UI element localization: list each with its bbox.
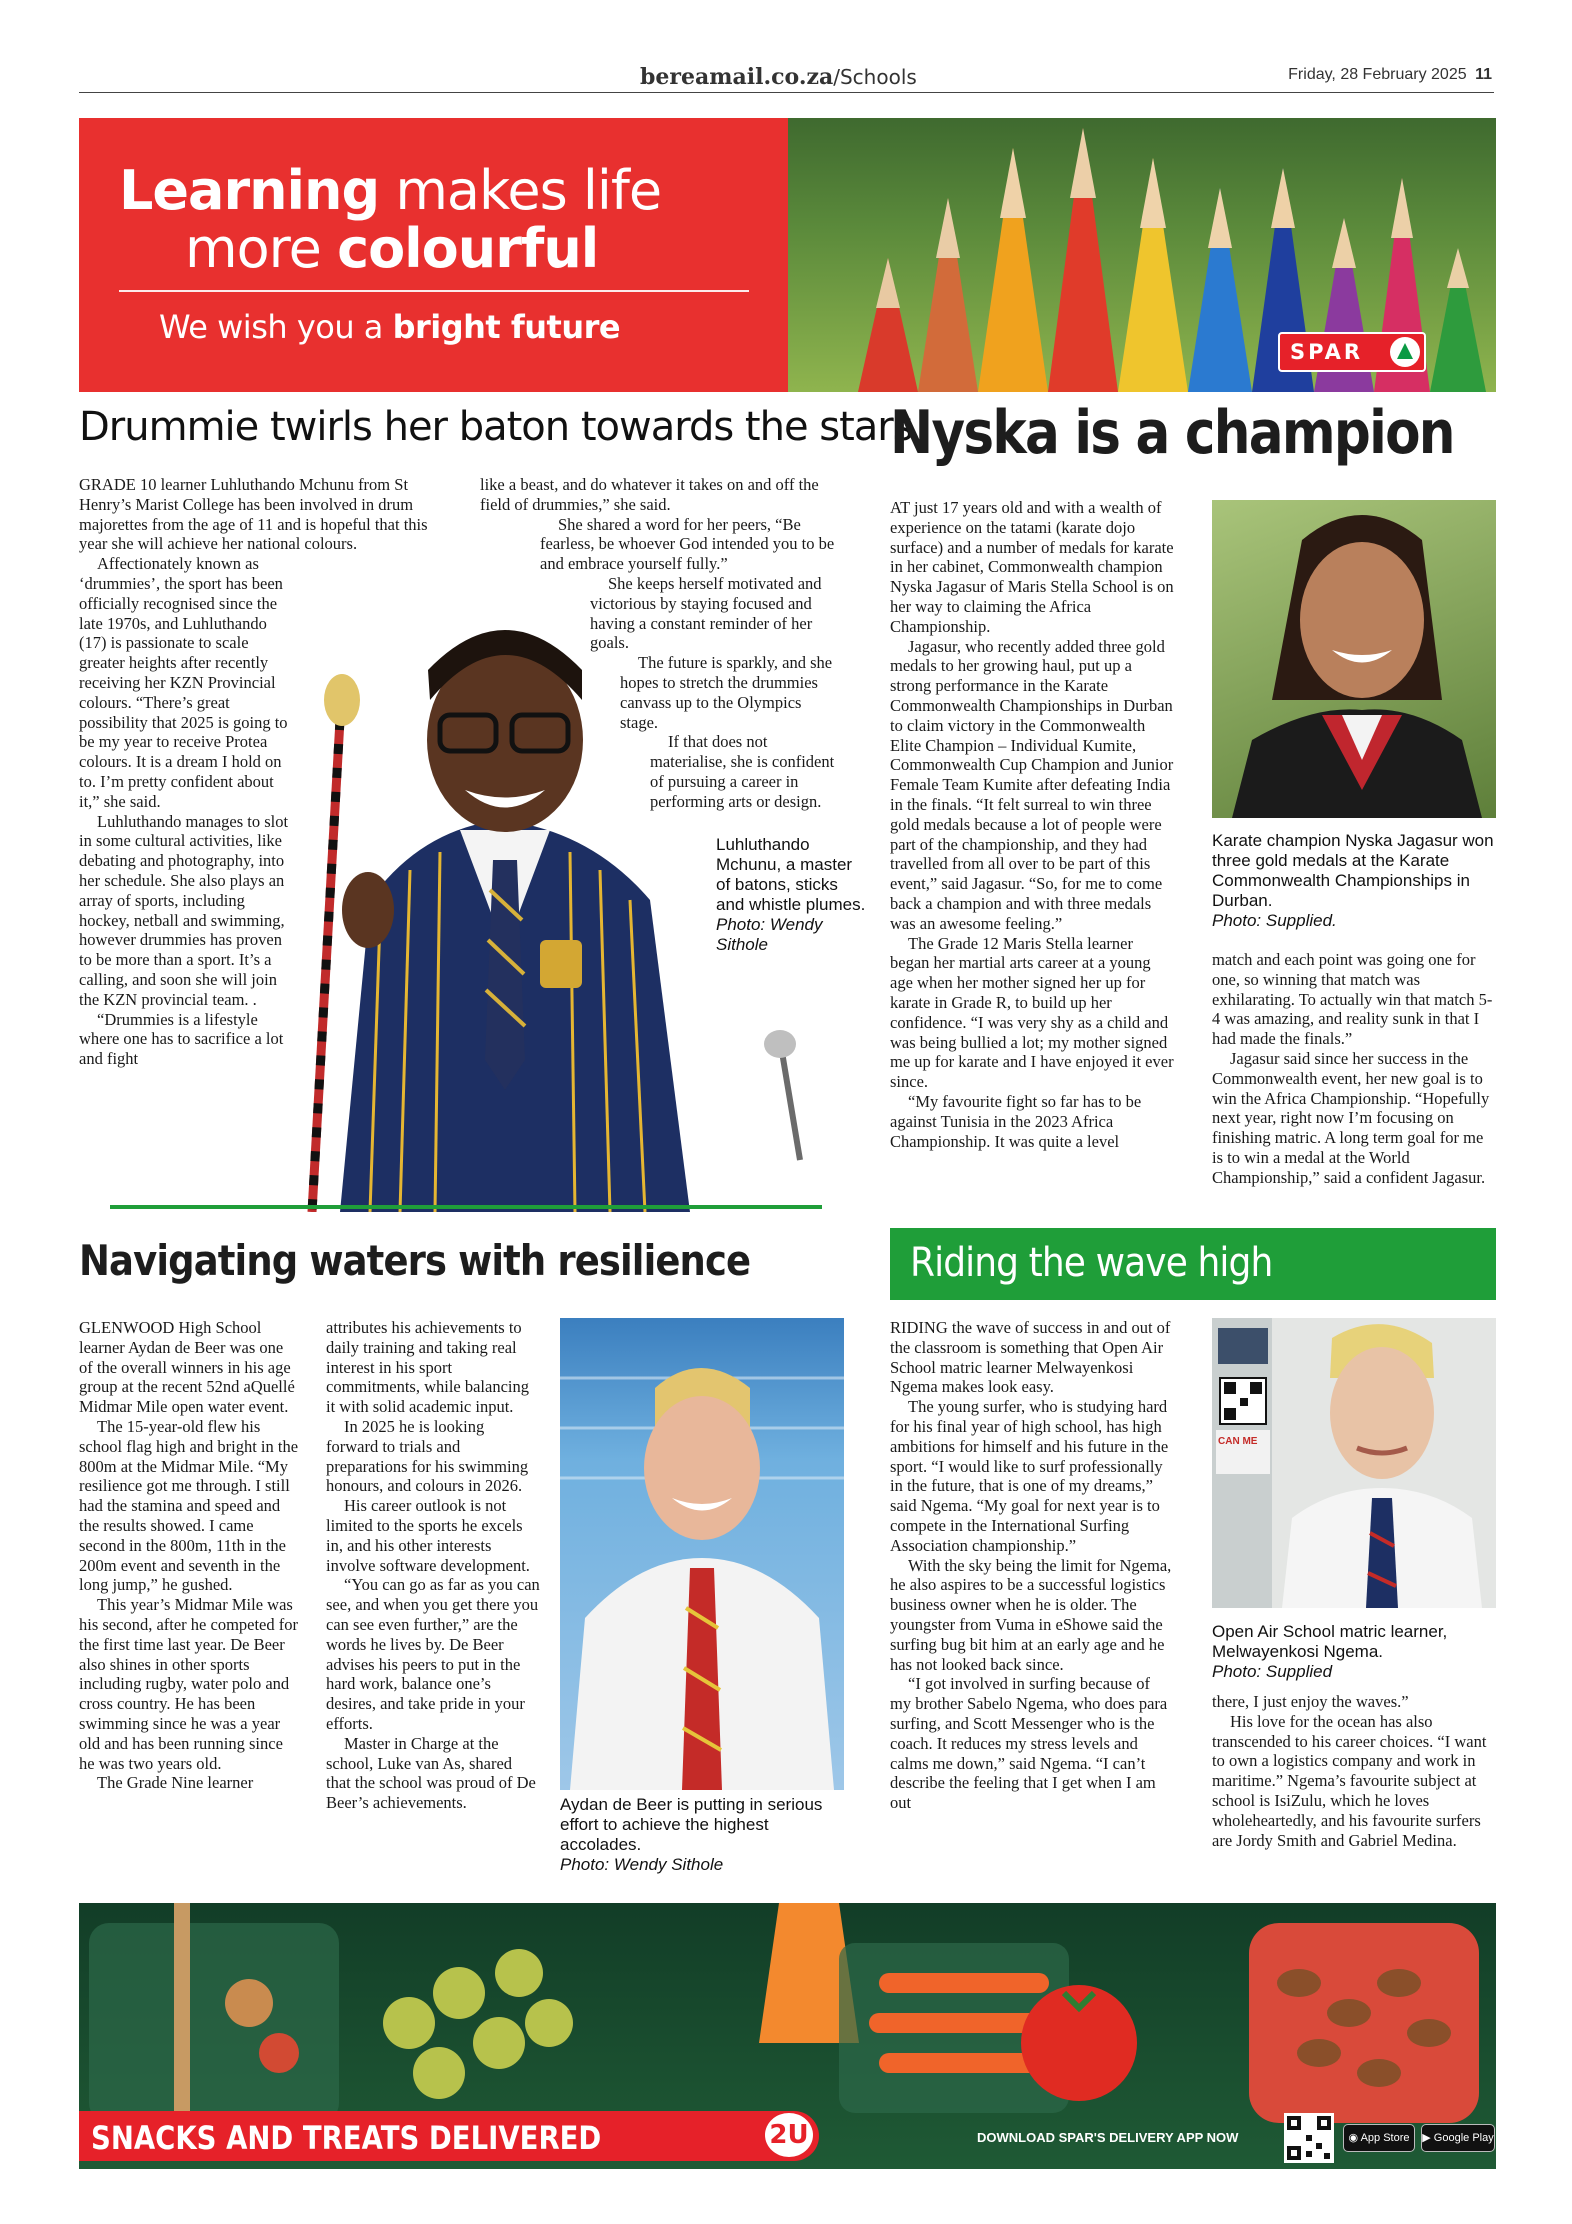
- poster-text: CAN ME: [1218, 1436, 1258, 1447]
- article4-headline-bar: [890, 1228, 1496, 1300]
- ad-bottom-headline: SNACKS AND TREATS DELIVERED: [91, 2119, 602, 2157]
- google-play-button[interactable]: ▶ Google Play: [1421, 2124, 1495, 2152]
- article1-col2: like a beast, and do whatever it takes on and off the field of drummies,” she said. She shared a word for her peers, “Be fearless, be whoever God intended you to be and embrace yourself fully.” She keeps herself motivated and victorious by staying focused and having a constant reminder of her goals. The future is sparkly, and she hopes to stretch the drummies canvass up to the Olympics stage. If that does not materialise, she is confident of pursuing a career in performing arts or design.: [480, 475, 835, 811]
- baton-end-image: [760, 1020, 820, 1170]
- ad-top-headline: Learning makes life more colourful: [119, 159, 662, 280]
- article4-photo-credit: Photo: Supplied: [1212, 1662, 1333, 1681]
- spar-logo-badge[interactable]: [1278, 332, 1426, 372]
- article2-col1: AT just 17 years old and with a wealth of experience on the tatami (karate dojo surface) and a number of medals for karate in her cabinet, Commonwealth champion Nyska Jagasur of Maris Stella School is on her way to claiming the Africa Championship. Jagasur, who recently added three gold medals to her growing haul, put up a strong performance in the Karate Commonwealth Championships in Durban to claim victory in the Commonwealth Elite Champion – Individual Kumite, Commonwealth Cup Champion and Junior Female Team Kumite after defeating India in the finals. “It felt surreal to win three gold medals because a lot of people were part of the championship, and they had travelled from all over to be part of this event,” said Jagasur. “So, for me to come back a champion and with three medals was an awesome feeling.” The Grade 12 Maris Stella learner began her martial arts career at a young age when her mother signed her up for karate in Grade R, to build up her confidence. “I was very shy as a child and was being bullied a lot; my mother signed me up for karate and I have enjoyed it ever since. “My favourite fight so far has to be against Tunisia in the 2023 Africa Championship. It was quite a level: [890, 498, 1174, 1151]
- ad-bottom-panel[interactable]: [79, 1903, 1496, 2169]
- spar-tree-icon: [1390, 337, 1420, 367]
- article2-headline[interactable]: Nyska is a champion: [890, 398, 1454, 468]
- article1-col1: GRADE 10 learner Luhluthando Mchunu from St Henry’s Marist College has been involved in drum majorettes from the age of 11 and is hopeful that this year she will achieve her national colours. Affectionately known as ‘drummies’, the sport has been officially recognised since the late 1970s, and Luhluthando (17) is passionate to scale greater heights after recently receiving her KZN Provincial colours. “There’s great possibility that 2025 is going to be my year to receive Protea colours. It is a dream I hold on to. I’m pretty confident about it,” she said. Luhluthando manages to slot in some cultural activities, like debating and photography, into her schedule. She also plays an array of sports, including hockey, netball and swimming, however drummies has proven to be more than a sport. It’s a calling, and soon she will join the KZN provincial team. . “Drummies is a lifestyle where one has to sacrifice a lot and fight: [79, 475, 428, 1069]
- article1-photo-credit: Photo: Wendy Sithole: [716, 915, 823, 954]
- page-number: 11: [1475, 66, 1492, 83]
- site-header: [640, 64, 917, 90]
- ad-top-pencils-image: [788, 118, 1496, 392]
- article2-caption: Karate champion Nyska Jagasur won three gold medals at the Karate Commonwealth Championships in Durban. Photo: Supplied.: [1212, 831, 1496, 931]
- masthead-rule: [79, 92, 1494, 93]
- article3-col1: GLENWOOD High School learner Aydan de Beer was one of the overall winners in his age group at the recent 52nd aQuellé Midmar Mile open water event. The 15-year-old flew his school flag high and bright in the 800m at the Midmar Mile. “My resilience got me through. I still had the stamina and speed and the results showed. I came second in the 800m, 11th in the 200m event and seventh in the long jump,” he gushed. This year’s Midmar Mile was his second, after he competed for the first time last year. De Beer also shines in other sports including rugby, water polo and cross country. He has been swimming since he was a year old and has been running since he was two years old. The Grade Nine learner: [79, 1318, 299, 1793]
- nyska-portrait-illustration: [1212, 500, 1496, 818]
- qr-code-pattern: [1284, 2113, 1334, 2163]
- section-divider-green: [110, 1205, 822, 1209]
- article3-headline[interactable]: Navigating waters with resilience: [79, 1236, 751, 1285]
- section-name: /Schools: [833, 65, 917, 89]
- site-name[interactable]: bereamail.co.za: [640, 64, 834, 90]
- article4-col2: there, I just enjoy the waves.” His love for the ocean has also transcended to his career choices. “I want to own a logistics company and work in maritime.” Ngema’s favourite subject at school is IsiZulu, which he loves wholeheartedly, and his favourite surfers are Jordy Smith and Gabriel Medina.: [1212, 1692, 1487, 1850]
- article1-caption: Luhluthando Mchunu, a master of batons, sticks and whistle plumes. Photo: Wendy Sithole: [716, 835, 866, 954]
- delivered-2u-badge: 2U: [765, 2113, 813, 2157]
- article2-photo-credit: Photo: Supplied.: [1212, 911, 1337, 930]
- article1-headline[interactable]: Drummie twirls her baton towards the stars: [79, 404, 913, 450]
- article3-photo: [560, 1318, 844, 1790]
- article4-col1: RIDING the wave of success in and out of the classroom is something that Open Air School matric learner Melwayenkosi Ngema makes look easy. The young surfer, who is studying hard for his final year of high school, has high ambitions for himself and his future in the sport. “I would like to surf professionally in the future, that is one of my dreams,” said Ngema. “My goal for next year is to compete in the International Surfing Association championship.” With the sky being the limit for Ngema, he also aspires to be a successful logistics business owner when he is older. The youngster from Vuma in eShowe said the surfing bug bit him at an early age and he has not looked back since. “I got involved in surfing because of my brother Sabelo Ngema, who does para surfing, and Scott Messenger who is the coach. It reduces my stress levels and calms me down,” said Ngema. “I can’t describe the feeling that I get when I am out: [890, 1318, 1172, 1813]
- ad-bottom-cta: DOWNLOAD SPAR'S DELIVERY APP NOW: [977, 2130, 1239, 2145]
- app-store-button[interactable]: ◉ App Store: [1343, 2124, 1415, 2152]
- ad-top-divider: [119, 290, 749, 292]
- aydan-portrait-illustration: [560, 1318, 844, 1790]
- article3-photo-credit: Photo: Wendy Sithole: [560, 1855, 724, 1874]
- ad-top-panel[interactable]: [79, 118, 788, 392]
- article4-photo: [1212, 1318, 1496, 1608]
- issue-date: Friday, 28 February 2025: [1288, 66, 1467, 83]
- apple-icon: ◉: [1348, 2132, 1359, 2144]
- article3-col2: attributes his achievements to daily training and taking real interest in his sport commitments, while balancing it with solid academic input. In 2025 he is looking forward to trials and preparations for his swimming honours, and colours in 2026. His career outlook is not limited to the sports he excels in, and his other interests involve software development. “You can go as far as you can see, and when you get there you can see even further,” are the words he lives by. De Beer advises his peers to put in the hard work, balance one’s desires, and take pride in your efforts. Master in Charge at the school, Luke van As, shared that the school was proud of De Beer’s achievements.: [326, 1318, 540, 1813]
- melwayenkosi-portrait-illustration: [1212, 1318, 1496, 1608]
- article4-caption: Open Air School matric learner, Melwayenkosi Ngema. Photo: Supplied: [1212, 1622, 1496, 1682]
- spar-brand-text: SPAR: [1290, 340, 1364, 364]
- issue-info: [1288, 66, 1492, 84]
- qr-code-icon[interactable]: [1284, 2113, 1334, 2163]
- article2-col2: match and each point was going one for one, so winning that match was exhilarating. To actually win that match 5-4 was amazing, and reality sunk in that I had made the finals.” Jagasur said since her success in the Commonwealth event, her new goal is to win the Africa Championship. “Hopefully next year, right now I’m focusing on finishing matric. A long term goal for me is to win a medal at the World Championship,” said a confident Jagasur.: [1212, 950, 1493, 1187]
- article3-caption: Aydan de Beer is putting in serious effort to achieve the highest accolades. Photo: Wendy Sithole: [560, 1795, 850, 1875]
- baton-tip-illustration: [760, 1020, 820, 1170]
- ad-top-tagline: We wish you a bright future: [159, 308, 621, 346]
- ad-bottom-headline-bar: [79, 2111, 819, 2161]
- article4-headline[interactable]: Riding the wave high: [910, 1240, 1273, 1286]
- article2-photo: [1212, 500, 1496, 818]
- play-icon: ▶: [1422, 2132, 1431, 2144]
